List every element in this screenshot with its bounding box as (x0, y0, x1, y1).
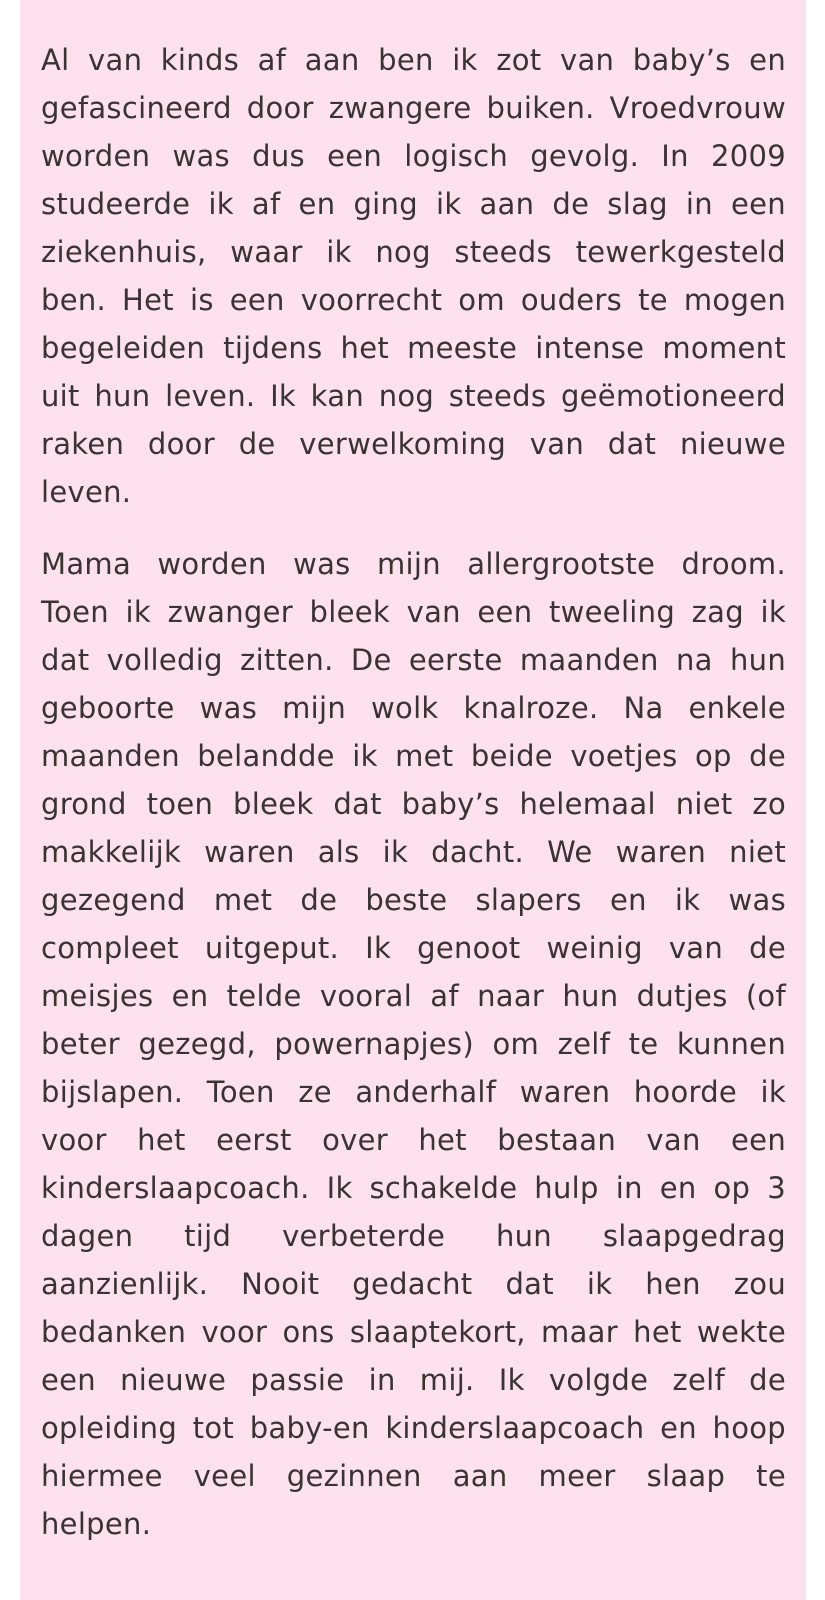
paragraph-intro: Al van kinds af aan ben ik zot van baby’s en gefascineerd door zwangere buiken. Vroedvrouw worden was dus een logisch gevolg. In 2009 studeerde ik af en ging ik aan de slag in een ziekenhuis, waar ik nog steeds tewerkgesteld ben. Het is een voorrecht om ouders te mogen begeleiden tijdens het meeste intense moment uit hun leven. Ik kan nog steeds geëmotioneerd raken door de verwelkoming van dat nieuwe leven. (41, 43, 786, 509)
text-panel (20, 0, 806, 1600)
paragraph-story: Mama worden was mijn allergrootste droom. Toen ik zwanger bleek van een tweeling zag ik dat volledig zitten. De eerste maanden na hun geboorte was mijn wolk knalroze. Na enkele maanden belandde ik met beide voetjes op de grond toen bleek dat baby’s helemaal niet zo makkelijk waren als ik dacht. We waren niet gezegend met de beste slapers en ik was compleet uitgeput. Ik genoot weinig van de meisjes en telde vooral af naar hun dutjes (of beter gezegd, powernapjes) om zelf te kunnen bijslapen. Toen ze anderhalf waren hoorde ik voor het eerst over het bestaan van een kinderslaapcoach. Ik schakelde hulp in en op 3 dagen tijd verbeterde hun slaapgedrag aanzienlijk. Nooit gedacht dat ik hen zou bedanken voor ons slaaptekort, maar het wekte een nieuwe passie in mij. Ik volgde zelf de opleiding tot baby-en kinderslaapcoach en hoop hiermee veel gezinnen aan meer slaap te helpen. (41, 547, 786, 1541)
